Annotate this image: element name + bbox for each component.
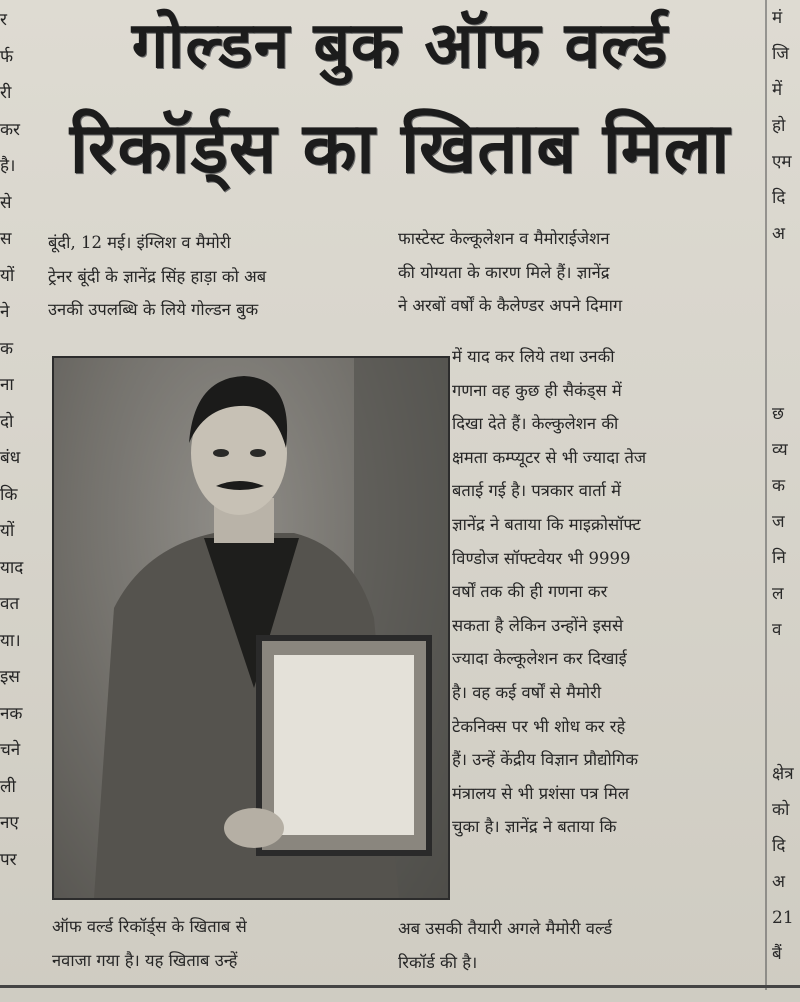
column-fragment: मं [772, 8, 783, 28]
column-fragment: दि [772, 188, 786, 208]
text-line: गणना वह कुछ ही सैकंड्स में [452, 380, 622, 400]
column-fragment: दो [0, 411, 14, 432]
text-line: नवाजा गया है। यह खिताब उन्हें [52, 950, 238, 970]
column-fragment: ना [0, 375, 14, 395]
text-line: अब उसकी तैयारी अगले मैमोरी वर्ल्ड [398, 919, 613, 938]
text-line: वर्षों तक की ही गणना कर [452, 582, 608, 602]
text-line: है। वह कई वर्षों से मैमोरी [452, 682, 602, 702]
column-fragment: जि [772, 44, 790, 64]
headline-line-1: गोल्डन बुक ऑफ वर्ल्ड [131, 9, 669, 83]
column-fragment [772, 684, 800, 720]
column-fragment: नि [772, 548, 786, 568]
column-fragment: बैं [772, 944, 782, 964]
text-line: फास्टेस्ट केल्कूलेशन व मैमोराईजेशन [398, 229, 610, 248]
column-fragment: क [772, 476, 786, 496]
text-line: ऑफ वर्ल्ड रिकॉर्ड्स के खिताब से [52, 917, 247, 936]
adjacent-column-right [772, 0, 800, 1000]
column-fragment: ल [772, 584, 784, 604]
column-fragment: कर [0, 119, 21, 140]
column-fragment: दि [772, 836, 786, 856]
column-fragment: यों [0, 521, 15, 541]
column-fragment: एम [772, 152, 792, 172]
column-fragment [772, 720, 800, 756]
column-fragment: है। [0, 156, 16, 176]
column-fragment: में [772, 80, 783, 100]
text-line: रिकॉर्ड की है। [398, 952, 478, 972]
column-fragment: पर [0, 849, 17, 870]
article-right-middle [452, 340, 742, 844]
article-left-bottom [52, 910, 382, 977]
column-fragment: व्य [772, 440, 788, 460]
column-fragment: ली [0, 776, 16, 797]
column-divider [765, 0, 767, 990]
column-fragment: यों [0, 265, 15, 286]
column-fragment: क [0, 338, 14, 359]
column-fragment: कि [0, 484, 18, 505]
column-fragment [772, 252, 800, 288]
column-fragment: नए [0, 813, 19, 833]
column-fragment: व [772, 620, 782, 640]
text-line: उनकी उपलब्धि के लिये गोल्डन बुक [48, 300, 259, 320]
column-fragment [772, 648, 800, 684]
column-fragment: अ [772, 224, 785, 244]
text-line: हैं। उन्हें केंद्रीय विज्ञान प्रौद्योगिक [452, 750, 639, 770]
column-fragment: इस [0, 667, 20, 687]
column-fragment: 21 [772, 908, 794, 928]
column-fragment: री [0, 83, 12, 103]
text-line: मंत्रालय से भी प्रशंसा पत्र मिल [452, 783, 630, 803]
column-fragment [772, 288, 800, 324]
article-right-bottom [398, 912, 743, 979]
column-fragment: हो [772, 116, 786, 136]
column-fragment: र्फ [0, 46, 14, 67]
article-right-top [398, 222, 743, 323]
text-line: बूंदी, 12 मई। इंग्लिश व मैमोरी [48, 233, 231, 252]
column-fragment: ने [0, 302, 10, 322]
column-fragment: ज [772, 512, 785, 532]
column-fragment: चने [0, 740, 21, 760]
photo-illustration [54, 358, 448, 898]
bottom-rule [0, 985, 800, 988]
column-fragment: अ [772, 872, 785, 892]
column-fragment: नक [0, 703, 23, 724]
column-fragment: स [0, 229, 12, 249]
column-fragment: से [0, 192, 12, 213]
text-line: विण्डोज सॉफ्टवेयर भी 9999 [452, 548, 631, 568]
text-line: की योग्यता के कारण मिले हैं। ज्ञानेंद्र [398, 262, 610, 282]
text-line: टेकनिक्स पर भी शोध कर रहे [452, 716, 626, 736]
column-fragment: वत [0, 594, 20, 614]
text-line: में याद कर लिये तथा उनकी [452, 347, 615, 366]
column-fragment [772, 324, 800, 360]
text-line: सकता है लेकिन उन्होंने इससे [452, 615, 624, 635]
text-line: ने अरबों वर्षों के कैलेण्डर अपने दिमाग [398, 296, 623, 316]
column-fragment: याद [0, 557, 24, 578]
text-line: दिखा देते हैं। केल्कुलेशन की [452, 414, 619, 434]
column-fragment: छ [772, 404, 784, 424]
column-fragment: या। [0, 630, 21, 651]
text-line: क्षमता कम्प्यूटर से भी ज्यादा तेज [452, 447, 647, 467]
text-line: ट्रेनर बूंदी के ज्ञानेंद्र सिंह हाड़ा को अब [48, 266, 267, 286]
text-line: बताई गई है। पत्रकार वार्ता में [452, 481, 621, 501]
article-left-top [48, 226, 378, 327]
text-line: चुका है। ज्ञानेंद्र ने बताया कि [452, 817, 617, 837]
column-fragment: बंध [0, 448, 21, 468]
column-fragment [772, 360, 800, 396]
headline-line-2: रिकॉर्ड्स का खिताब मिला [69, 107, 731, 189]
column-fragment: र [0, 10, 7, 30]
text-line: ज्ञानेंद्र ने बताया कि माइक्रोसॉफ्ट [452, 514, 641, 534]
column-fragment: क्षेत्र [772, 764, 794, 784]
adjacent-column-left [0, 0, 30, 1002]
portrait-photo [52, 356, 450, 900]
column-fragment: को [772, 800, 790, 820]
text-line: ज्यादा केल्कूलेशन कर दिखाई [452, 649, 627, 669]
